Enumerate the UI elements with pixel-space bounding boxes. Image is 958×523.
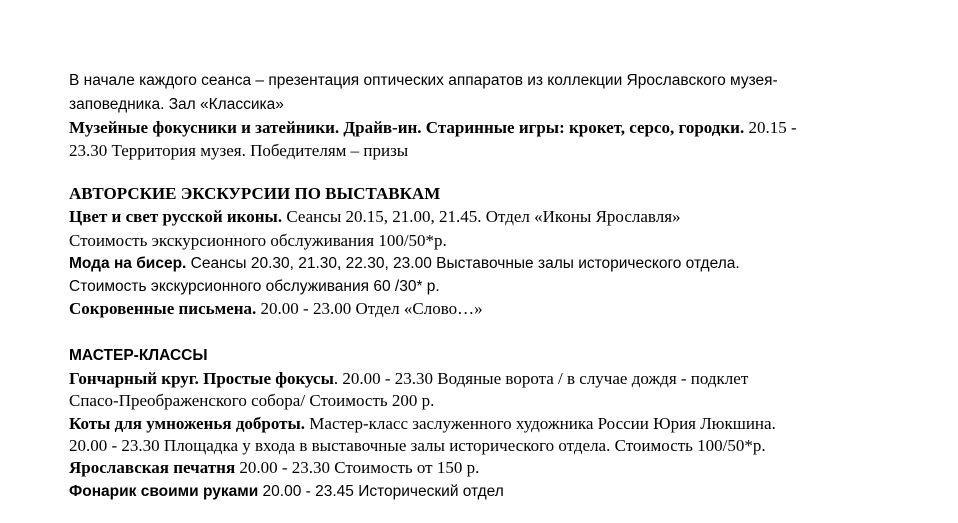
mc-pottery-entry: [69, 368, 748, 390]
mc-press-entry: [69, 457, 479, 479]
tour-icon-price: Стоимость экскурсионного обслуживания 100/50*р.: [69, 231, 447, 250]
tour-beads-title: Мода на бисер.: [69, 255, 187, 272]
fokusniki-time: 20.15 -: [744, 118, 797, 137]
tour-beads-entry: [69, 253, 740, 275]
tour-scripts-entry: [69, 298, 483, 320]
mc-pottery-line-2: Спасо-Преображенского собора/ Стоимость 200 р.: [69, 391, 435, 410]
tour-icon-details: Сеансы 20.15, 21.00, 21.45. Отдел «Иконы Ярославля»: [282, 207, 681, 226]
tours-heading: АВТОРСКИЕ ЭКСКУРСИИ ПО ВЫСТАВКАМ: [69, 184, 441, 203]
mc-cats-line-2: 20.00 - 23.30 Площадка у входа в выставочные залы исторического отдела. Стоимость 100/50*р.: [69, 436, 766, 455]
fokusniki-entry: [69, 117, 797, 139]
mc-cats-title: Коты для умноженья доброты.: [69, 414, 306, 433]
mc-lantern-entry: [69, 481, 504, 503]
tour-beads-details: Сеансы 20.30, 21.30, 22.30, 23.00 Выставочные залы исторического отдела.: [186, 255, 740, 272]
mc-press-details: 20.00 - 23.30 Стоимость от 150 р.: [235, 458, 480, 477]
masterclasses-heading: МАСТЕР-КЛАССЫ: [69, 347, 208, 364]
tour-beads-price: Стоимость экскурсионного обслуживания 60 /30* р.: [69, 278, 440, 295]
intro-line-2: заповедника. Зал «Классика»: [69, 96, 284, 113]
fokusniki-line-2: 23.30 Территория музея. Победителям – призы: [69, 141, 409, 160]
tour-scripts-title: Сокровенные письмена.: [69, 299, 257, 318]
intro-line-1: В начале каждого сеанса – презентация оптических аппаратов из коллекции Ярославского музея-: [69, 72, 778, 89]
tour-icon-entry: [69, 206, 681, 228]
tour-icon-title: Цвет и свет русской иконы.: [69, 207, 283, 226]
tour-scripts-details: 20.00 - 23.00 Отдел «Слово…»: [256, 299, 483, 318]
mc-pottery-title: Гончарный круг. Простые фокусы: [69, 369, 334, 388]
mc-lantern-details: 20.00 - 23.45 Исторический отдел: [258, 483, 504, 500]
mc-cats-details: Мастер-класс заслуженного художника России Юрия Люкшина.: [305, 414, 776, 433]
mc-press-title: Ярославская печатня: [69, 458, 236, 477]
mc-lantern-title: Фонарик своими руками: [69, 483, 259, 500]
mc-pottery-details: . 20.00 - 23.30 Водяные ворота / в случае дождя - подклет: [333, 369, 749, 388]
mc-cats-entry: [69, 413, 776, 435]
fokusniki-title: Музейные фокусники и затейники. Драйв-ин. Старинные игры: крокет, серсо, городки.: [69, 118, 745, 137]
